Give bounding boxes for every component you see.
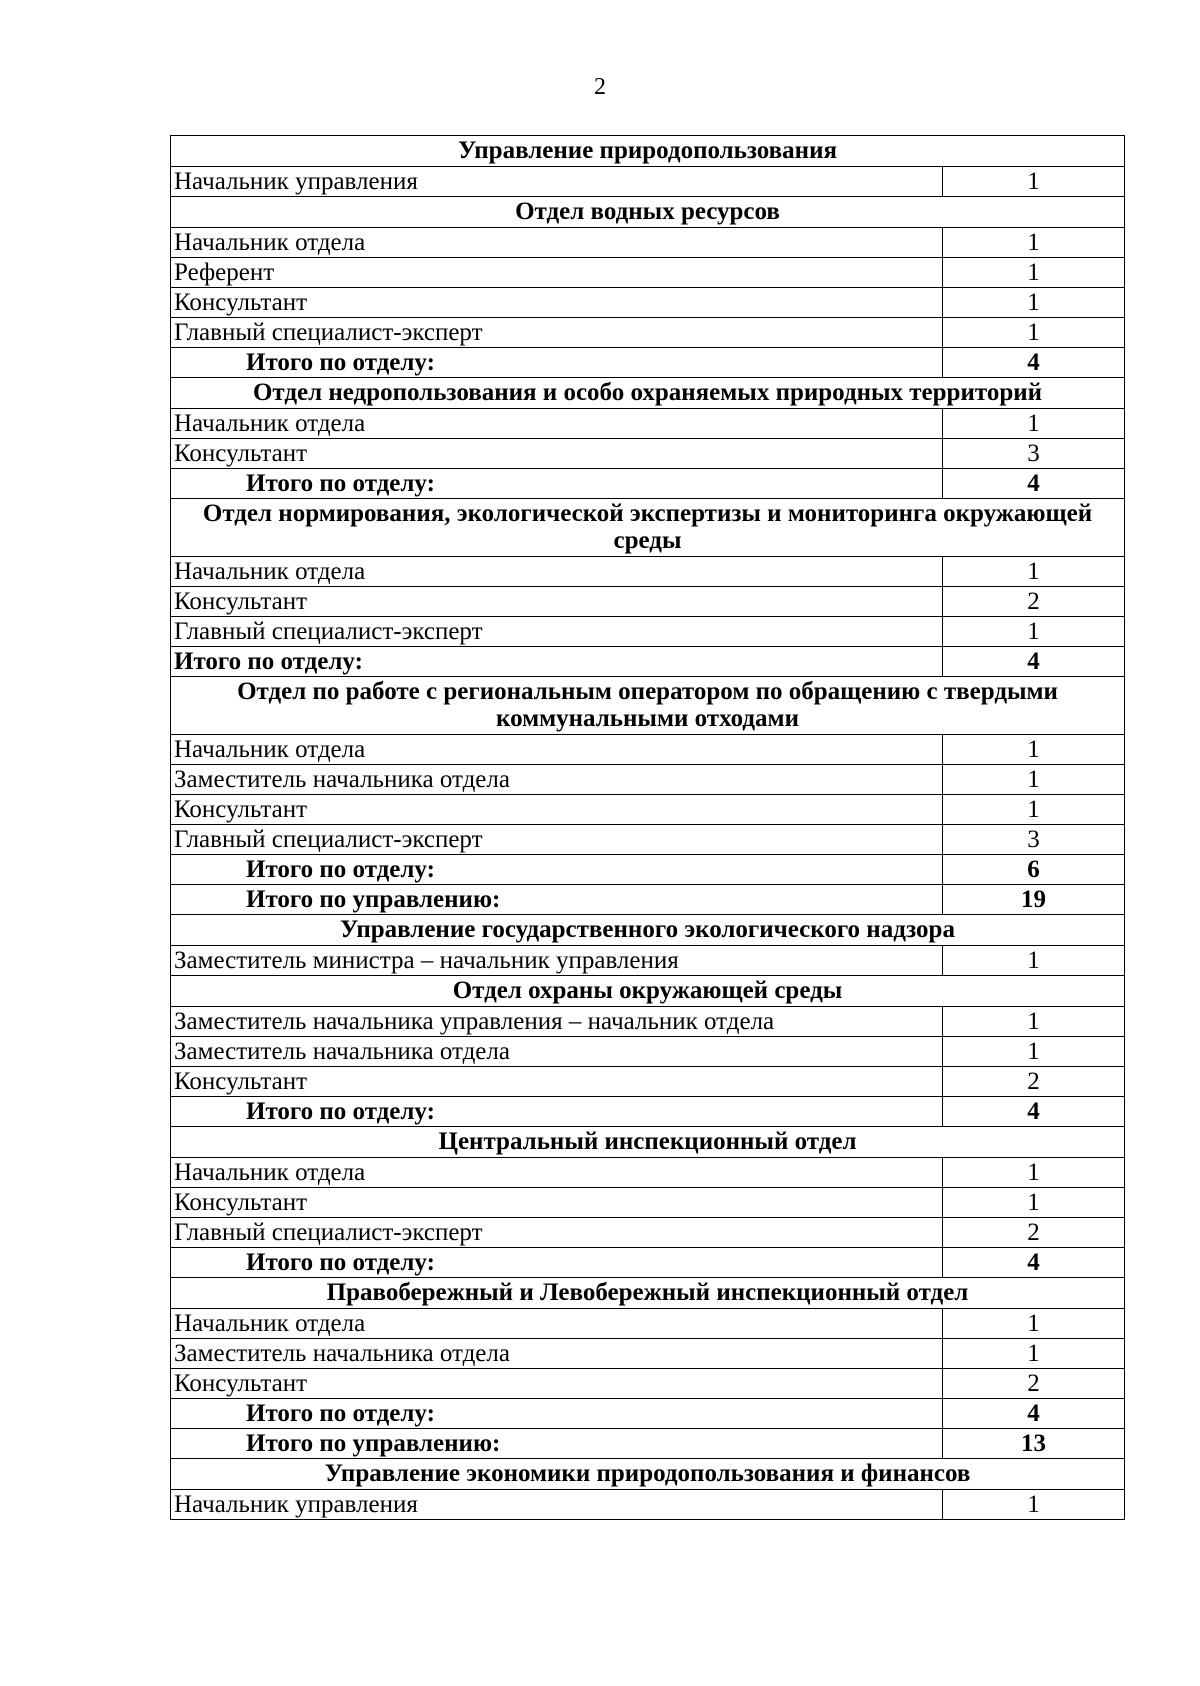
position-count: 1 [943,557,1125,587]
position-count: 1 [943,1188,1125,1218]
position-row [171,258,1125,288]
position-name: Консультант [171,1188,943,1218]
section-heading-row [171,136,1125,167]
total-count: 4 [943,348,1125,378]
total-count: 13 [943,1429,1125,1459]
position-count: 1 [943,318,1125,348]
position-row [171,1309,1125,1339]
position-name: Заместитель министра – начальник управления [171,946,943,976]
section-heading: Отдел по работе с региональным оператором по обращению с твердыми коммунальными отходами [171,677,1125,735]
total-label: Итого по отделу: [171,348,943,378]
position-row [171,1158,1125,1188]
position-count: 1 [943,946,1125,976]
total-row [171,348,1125,378]
section-heading: Правобережный и Левобережный инспекционный отдел [171,1278,1125,1309]
position-row [171,795,1125,825]
section-heading-row [171,915,1125,946]
position-count: 1 [943,735,1125,765]
section-heading: Управление природопользования [171,136,1125,167]
section-heading-row [171,197,1125,228]
position-name: Начальник отдела [171,409,943,439]
position-count: 1 [943,1158,1125,1188]
section-heading: Отдел охраны окружающей среды [171,976,1125,1007]
position-count: 1 [943,288,1125,318]
position-count: 1 [943,795,1125,825]
section-heading: Отдел недропользования и особо охраняемых природных территорий [171,378,1125,409]
position-row [171,1490,1125,1520]
position-count: 1 [943,765,1125,795]
total-label: Итого по управлению: [171,885,943,915]
position-row [171,617,1125,647]
position-row [171,557,1125,587]
position-row [171,1188,1125,1218]
position-row [171,167,1125,197]
position-name: Начальник управления [171,167,943,197]
position-count: 3 [943,439,1125,469]
position-row [171,1007,1125,1037]
staffing-table [170,135,1125,1520]
total-label: Итого по отделу: [171,647,943,677]
total-row [171,1248,1125,1278]
position-count: 3 [943,825,1125,855]
total-row [171,469,1125,499]
total-row [171,855,1125,885]
position-name: Заместитель начальника отдела [171,1339,943,1369]
position-row [171,765,1125,795]
position-name: Консультант [171,795,943,825]
section-heading-row [171,1127,1125,1158]
position-name: Референт [171,258,943,288]
position-count: 1 [943,409,1125,439]
total-count: 4 [943,1248,1125,1278]
position-name: Начальник отдела [171,228,943,258]
position-row [171,1218,1125,1248]
section-heading: Отдел водных ресурсов [171,197,1125,228]
position-count: 2 [943,587,1125,617]
section-heading: Управление экономики природопользования и финансов [171,1459,1125,1490]
position-name: Главный специалист-эксперт [171,825,943,855]
section-heading-row [171,976,1125,1007]
position-row [171,439,1125,469]
section-heading: Управление государственного экологического надзора [171,915,1125,946]
position-row [171,946,1125,976]
page-number: 2 [594,74,606,100]
total-count: 4 [943,1097,1125,1127]
total-count: 4 [943,469,1125,499]
position-count: 1 [943,1037,1125,1067]
total-count: 4 [943,647,1125,677]
section-heading-row [171,1459,1125,1490]
total-label: Итого по отделу: [171,855,943,885]
position-row [171,318,1125,348]
position-row [171,587,1125,617]
position-count: 2 [943,1218,1125,1248]
total-label: Итого по отделу: [171,1097,943,1127]
position-count: 2 [943,1369,1125,1399]
section-heading: Отдел нормирования, экологической экспертизы и мониторинга окружающей среды [171,499,1125,557]
position-count: 1 [943,1339,1125,1369]
total-label: Итого по отделу: [171,469,943,499]
position-name: Заместитель начальника управления – начальник отдела [171,1007,943,1037]
total-label: Итого по отделу: [171,1399,943,1429]
position-name: Начальник отдела [171,1158,943,1188]
section-heading-row [171,1278,1125,1309]
position-count: 1 [943,1490,1125,1520]
total-count: 19 [943,885,1125,915]
position-name: Консультант [171,288,943,318]
total-row [171,885,1125,915]
position-row [171,1067,1125,1097]
section-heading-row [171,677,1125,735]
total-count: 6 [943,855,1125,885]
position-name: Заместитель начальника отдела [171,765,943,795]
position-count: 1 [943,258,1125,288]
position-name: Главный специалист-эксперт [171,1218,943,1248]
section-heading: Центральный инспекционный отдел [171,1127,1125,1158]
section-heading-row [171,378,1125,409]
position-name: Начальник отдела [171,1309,943,1339]
staffing-table-body [171,136,1125,1520]
position-name: Главный специалист-эксперт [171,617,943,647]
total-label: Итого по управлению: [171,1429,943,1459]
position-row [171,1339,1125,1369]
position-name: Главный специалист-эксперт [171,318,943,348]
position-name: Консультант [171,439,943,469]
total-row [171,1097,1125,1127]
position-row [171,1369,1125,1399]
position-name: Консультант [171,1067,943,1097]
position-count: 1 [943,617,1125,647]
total-count: 4 [943,1399,1125,1429]
total-label: Итого по отделу: [171,1248,943,1278]
total-row [171,647,1125,677]
position-row [171,735,1125,765]
position-row [171,825,1125,855]
position-name: Консультант [171,587,943,617]
position-row [171,1037,1125,1067]
position-name: Начальник отдела [171,557,943,587]
position-row [171,228,1125,258]
total-row [171,1399,1125,1429]
position-count: 1 [943,167,1125,197]
position-name: Консультант [171,1369,943,1399]
position-count: 1 [943,1007,1125,1037]
position-count: 2 [943,1067,1125,1097]
section-heading-row [171,499,1125,557]
position-count: 1 [943,1309,1125,1339]
position-row [171,409,1125,439]
total-row [171,1429,1125,1459]
position-name: Начальник отдела [171,735,943,765]
position-row [171,288,1125,318]
position-name: Заместитель начальника отдела [171,1037,943,1067]
position-name: Начальник управления [171,1490,943,1520]
position-count: 1 [943,228,1125,258]
